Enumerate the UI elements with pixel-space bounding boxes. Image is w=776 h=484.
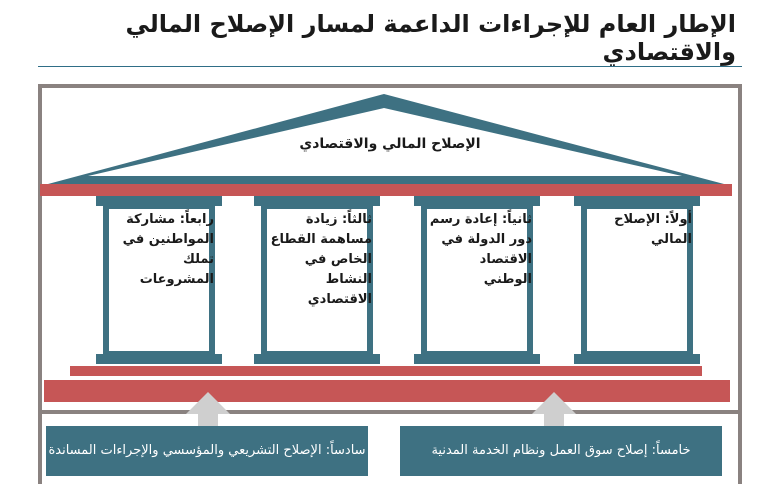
- roof-beam: [40, 184, 732, 196]
- base-step-top: [70, 366, 702, 376]
- base-step-bottom: [44, 380, 730, 402]
- pillar-4-label: رابعاً: مشاركة المواطنين في تملك المشروعات: [122, 212, 214, 287]
- pillar-2-label: ثانياً: إعادة رسم دور الدولة في الاقتصاد الوطني: [429, 212, 532, 287]
- foundation-5: [400, 426, 722, 476]
- foundation-5-label: خامساً: إصلاح سوق العمل ونظام الخدمة المدنية: [431, 443, 691, 458]
- roof-label: الإصلاح المالي والاقتصادي: [299, 136, 481, 152]
- pillar-3-label: ثالثاً: زيادة مساهمة القطاع الخاص في النشاط الاقتصادي: [270, 212, 372, 307]
- foundation-6-label: سادساً: الإصلاح التشريعي والمؤسسي والإجراءات المساندة: [48, 443, 366, 458]
- foundation-6: [46, 426, 368, 476]
- page-title: الإطار العام للإجراءات الداعمة لمسار الإصلاح المالي والاقتصادي: [125, 10, 736, 66]
- pillar-1-label: أولاً: الإصلاح المالي: [614, 212, 692, 247]
